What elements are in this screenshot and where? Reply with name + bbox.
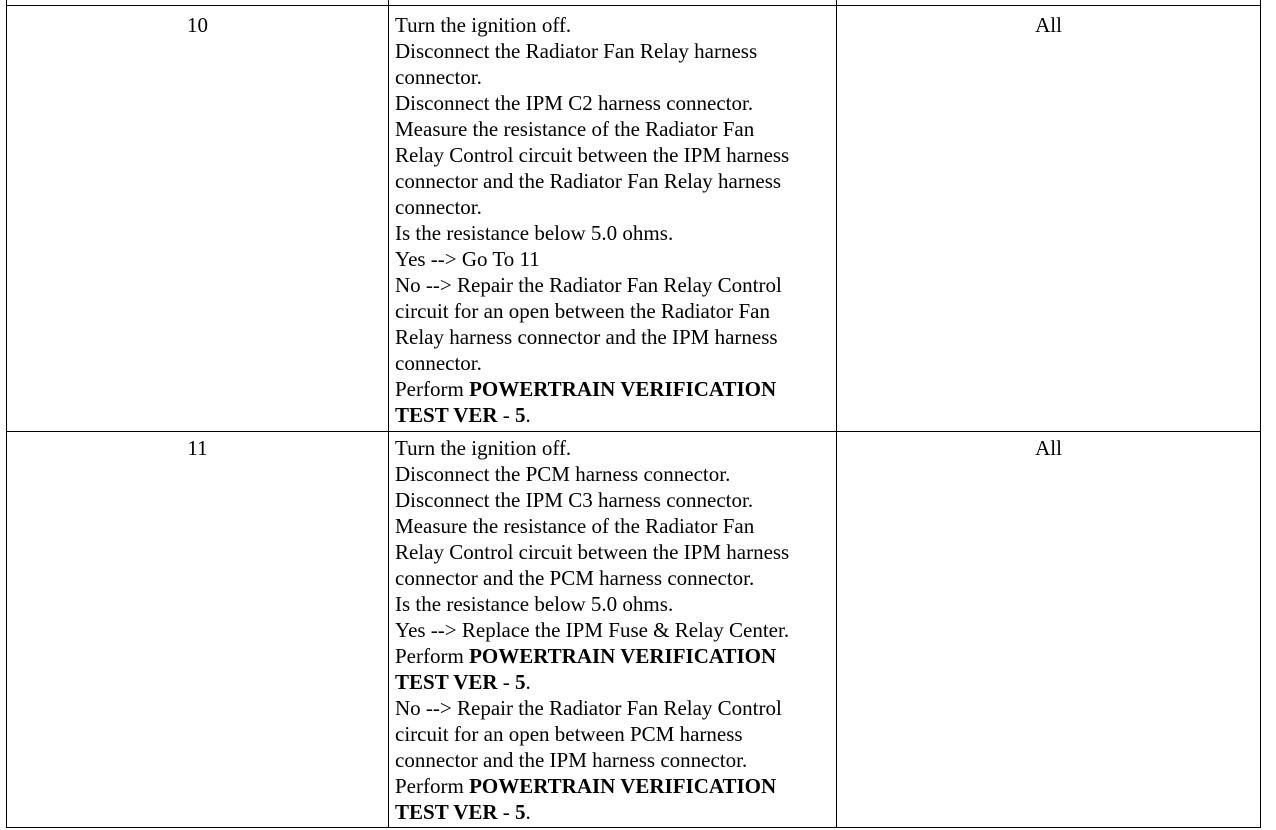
action-line: connector. (395, 351, 482, 375)
perform-line (395, 402, 832, 428)
verification-test-number: 5 (515, 403, 526, 427)
perform-line (395, 773, 832, 799)
diagnostic-test-table (6, 0, 1261, 828)
verification-test-id: TEST VER (395, 403, 498, 427)
perform-dash: - (497, 403, 516, 427)
action-line: circuit for an open between the Radiator Fan (395, 299, 770, 323)
step-number: 11 (7, 432, 389, 828)
action-line: Is the resistance below 5.0 ohms. (395, 221, 674, 245)
action-line: Measure the resistance of the Radiator Fan (395, 117, 755, 141)
action-cell (389, 432, 837, 828)
perform-suffix: . (525, 670, 531, 694)
applicability-cell: All (837, 432, 1261, 828)
verification-test-number: 5 (515, 800, 526, 824)
verification-test-name: POWERTRAIN VERIFICATION (469, 774, 777, 798)
action-line: connector and the IPM harness connector. (395, 748, 748, 772)
action-line: Measure the resistance of the Radiator Fan (395, 514, 755, 538)
action-line: No --> Repair the Radiator Fan Relay Control (395, 696, 782, 720)
action-line: connector. (395, 65, 482, 89)
table-row (7, 432, 1261, 828)
action-line: connector and the PCM harness connector. (395, 566, 755, 590)
perform-suffix: . (525, 403, 531, 427)
verification-test-name: POWERTRAIN VERIFICATION (469, 644, 777, 668)
perform-prefix: Perform (395, 644, 470, 668)
action-line: Relay Control circuit between the IPM harness (395, 143, 790, 167)
perform-line (395, 643, 832, 669)
step-number: 10 (7, 6, 389, 432)
action-cell (389, 6, 837, 432)
action-line: connector and the Radiator Fan Relay harness (395, 169, 782, 193)
action-line: Turn the ignition off. (395, 436, 572, 460)
action-line: Yes --> Replace the IPM Fuse & Relay Center. (395, 618, 790, 642)
table-row (7, 6, 1261, 432)
action-line: Disconnect the IPM C3 harness connector. (395, 488, 754, 512)
action-line: Disconnect the IPM C2 harness connector. (395, 91, 754, 115)
perform-line (395, 376, 832, 402)
action-line: Relay harness connector and the IPM harness (395, 325, 778, 349)
perform-dash: - (497, 670, 516, 694)
action-line: Disconnect the Radiator Fan Relay harness (395, 39, 758, 63)
action-line: Disconnect the PCM harness connector. (395, 462, 731, 486)
action-line: Is the resistance below 5.0 ohms. (395, 592, 674, 616)
perform-prefix: Perform (395, 774, 470, 798)
action-line: Turn the ignition off. (395, 13, 572, 37)
applicability-cell: All (837, 6, 1261, 432)
perform-line (395, 669, 832, 695)
verification-test-id: TEST VER (395, 670, 498, 694)
perform-line (395, 799, 832, 825)
action-line: circuit for an open between PCM harness (395, 722, 743, 746)
perform-dash: - (497, 800, 516, 824)
perform-suffix: . (525, 800, 531, 824)
perform-prefix: Perform (395, 377, 470, 401)
action-line: connector. (395, 195, 482, 219)
verification-test-name: POWERTRAIN VERIFICATION (469, 377, 777, 401)
action-line: Relay Control circuit between the IPM harness (395, 540, 790, 564)
action-line: Yes --> Go To 11 (395, 247, 540, 271)
action-line: No --> Repair the Radiator Fan Relay Control (395, 273, 782, 297)
verification-test-id: TEST VER (395, 800, 498, 824)
verification-test-number: 5 (515, 670, 526, 694)
